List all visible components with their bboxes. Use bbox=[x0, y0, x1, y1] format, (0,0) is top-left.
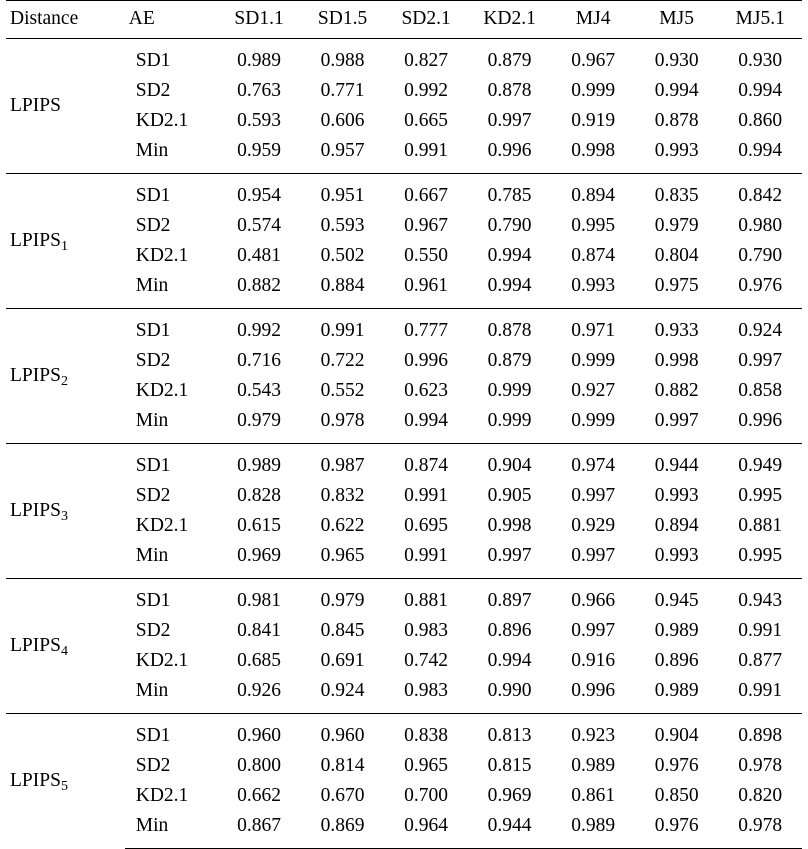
data-cell: 0.785 bbox=[468, 173, 552, 211]
data-cell: 0.879 bbox=[487, 349, 532, 371]
row-group-label-subscript: 2 bbox=[60, 372, 68, 389]
data-cell: 0.991 bbox=[404, 484, 449, 506]
data-cell: 0.835 bbox=[635, 173, 719, 211]
data-cell: 0.593 bbox=[237, 109, 281, 131]
data-cell: 0.994 bbox=[654, 79, 699, 101]
data-cell: 0.502 bbox=[320, 244, 365, 266]
row-group-label-text: LPIPS bbox=[10, 499, 61, 521]
data-cell: 0.967 bbox=[551, 38, 635, 76]
data-cell: 0.926 bbox=[237, 679, 281, 701]
table-row bbox=[6, 443, 802, 481]
results-table bbox=[6, 0, 802, 849]
data-cell: 0.700 bbox=[404, 784, 449, 806]
data-cell: 0.944 bbox=[468, 811, 552, 849]
data-cell: 0.874 bbox=[571, 244, 616, 266]
table-row bbox=[6, 578, 802, 616]
row-group-label-text: LPIPS bbox=[10, 94, 61, 116]
data-cell: 0.960 bbox=[217, 713, 301, 751]
data-cell: 0.966 bbox=[551, 578, 635, 616]
data-cell: 0.944 bbox=[635, 443, 719, 481]
data-cell: 0.989 bbox=[551, 811, 635, 849]
data-cell: 0.993 bbox=[654, 139, 699, 161]
table-row bbox=[6, 106, 802, 136]
data-cell: 0.804 bbox=[654, 244, 699, 266]
data-cell: 0.790 bbox=[738, 244, 783, 266]
table-row bbox=[6, 511, 802, 541]
data-cell: 0.828 bbox=[237, 484, 281, 506]
column-header-sd1-1: SD1.1 bbox=[217, 1, 301, 39]
data-cell: 0.989 bbox=[217, 443, 301, 481]
row-group-label-text: LPIPS bbox=[10, 770, 61, 791]
data-cell: 0.989 bbox=[654, 679, 699, 701]
data-cell: 0.878 bbox=[487, 79, 532, 101]
data-cell: 0.905 bbox=[487, 484, 532, 506]
table-row bbox=[6, 781, 802, 811]
data-cell: 0.667 bbox=[384, 173, 468, 211]
data-cell: 0.998 bbox=[654, 349, 699, 371]
data-cell: 0.995 bbox=[571, 214, 616, 236]
data-cell: 0.992 bbox=[404, 79, 449, 101]
data-cell: 0.861 bbox=[571, 784, 616, 806]
data-cell: 0.814 bbox=[320, 754, 365, 776]
data-cell: 0.881 bbox=[738, 514, 783, 536]
data-cell: 0.662 bbox=[237, 784, 281, 806]
data-cell: 0.995 bbox=[738, 484, 783, 506]
row-label-ae: SD2 bbox=[135, 754, 171, 776]
data-cell: 0.685 bbox=[237, 649, 281, 671]
data-cell: 0.965 bbox=[404, 754, 449, 776]
data-cell: 0.924 bbox=[718, 308, 802, 346]
data-cell: 0.976 bbox=[738, 274, 783, 296]
data-cell: 0.841 bbox=[237, 619, 281, 641]
row-label-ae: Min bbox=[135, 679, 169, 701]
data-cell: 0.813 bbox=[468, 713, 552, 751]
row-group-label-text: LPIPS bbox=[10, 634, 61, 656]
data-cell: 0.606 bbox=[320, 109, 365, 131]
data-cell: 0.981 bbox=[217, 578, 301, 616]
table-row bbox=[6, 38, 802, 76]
data-cell: 0.996 bbox=[487, 139, 532, 161]
column-header-sd1-5: SD1.5 bbox=[301, 1, 385, 39]
table-header-row bbox=[6, 1, 802, 39]
data-cell: 0.550 bbox=[404, 244, 449, 266]
data-cell: 0.959 bbox=[237, 139, 281, 161]
data-cell: 0.978 bbox=[320, 409, 365, 431]
data-cell: 0.991 bbox=[738, 679, 783, 701]
row-group-label-subscript: 5 bbox=[60, 778, 68, 795]
data-cell: 0.896 bbox=[487, 619, 532, 641]
data-cell: 0.976 bbox=[635, 811, 719, 849]
data-cell: 0.997 bbox=[571, 619, 616, 641]
row-label-ae: SD1 bbox=[125, 308, 218, 346]
row-group-label-text: LPIPS bbox=[10, 229, 61, 251]
row-label-ae: SD1 bbox=[125, 443, 218, 481]
data-cell: 0.919 bbox=[571, 109, 616, 131]
data-cell: 0.999 bbox=[571, 79, 616, 101]
table-row bbox=[6, 713, 802, 751]
data-cell: 0.670 bbox=[320, 784, 365, 806]
data-cell: 0.896 bbox=[654, 649, 699, 671]
data-cell: 0.897 bbox=[468, 578, 552, 616]
row-label-ae: KD2.1 bbox=[135, 109, 189, 131]
data-cell: 0.874 bbox=[384, 443, 468, 481]
column-header-distance: Distance bbox=[6, 1, 125, 39]
data-cell: 0.967 bbox=[404, 214, 449, 236]
table-row bbox=[6, 811, 802, 849]
data-cell: 0.691 bbox=[320, 649, 365, 671]
data-cell: 0.574 bbox=[237, 214, 281, 236]
row-label-ae: KD2.1 bbox=[135, 784, 189, 806]
data-cell: 0.992 bbox=[217, 308, 301, 346]
data-cell: 0.481 bbox=[237, 244, 281, 266]
data-cell: 0.898 bbox=[718, 713, 802, 751]
data-cell: 0.552 bbox=[320, 379, 365, 401]
data-cell: 0.996 bbox=[404, 349, 449, 371]
data-cell: 0.989 bbox=[217, 38, 301, 76]
data-cell: 0.994 bbox=[738, 139, 783, 161]
table-row bbox=[6, 616, 802, 646]
row-label-ae: Min bbox=[135, 139, 169, 161]
row-label-ae: SD2 bbox=[135, 79, 171, 101]
data-cell: 0.993 bbox=[654, 484, 699, 506]
table-row bbox=[6, 406, 802, 444]
row-label-ae: KD2.1 bbox=[135, 379, 189, 401]
data-cell: 0.993 bbox=[654, 544, 699, 566]
row-label-ae: Min bbox=[135, 274, 169, 296]
data-cell: 0.881 bbox=[384, 578, 468, 616]
data-cell: 0.979 bbox=[301, 578, 385, 616]
data-cell: 0.878 bbox=[468, 308, 552, 346]
data-cell: 0.827 bbox=[384, 38, 468, 76]
data-cell: 0.882 bbox=[654, 379, 699, 401]
data-cell: 0.763 bbox=[237, 79, 281, 101]
data-cell: 0.949 bbox=[718, 443, 802, 481]
row-group-label bbox=[6, 443, 125, 578]
data-cell: 0.989 bbox=[571, 754, 616, 776]
data-cell: 0.978 bbox=[718, 811, 802, 849]
data-cell: 0.894 bbox=[654, 514, 699, 536]
row-label-ae: SD2 bbox=[135, 484, 171, 506]
row-label-ae: SD2 bbox=[135, 214, 171, 236]
data-cell: 0.930 bbox=[718, 38, 802, 76]
data-cell: 0.933 bbox=[635, 308, 719, 346]
data-cell: 0.882 bbox=[237, 274, 281, 296]
data-cell: 0.994 bbox=[738, 79, 783, 101]
table-row bbox=[6, 211, 802, 241]
column-header-kd2-1: KD2.1 bbox=[468, 1, 552, 39]
data-cell: 0.543 bbox=[237, 379, 281, 401]
data-cell: 0.969 bbox=[487, 784, 532, 806]
data-cell: 0.961 bbox=[404, 274, 449, 296]
data-cell: 0.997 bbox=[654, 409, 699, 431]
data-cell: 0.979 bbox=[237, 409, 281, 431]
data-cell: 0.884 bbox=[320, 274, 365, 296]
data-cell: 0.969 bbox=[237, 544, 281, 566]
table-row bbox=[6, 308, 802, 346]
data-cell: 0.987 bbox=[301, 443, 385, 481]
table-row bbox=[6, 241, 802, 271]
row-label-ae: SD1 bbox=[125, 38, 218, 76]
column-header-mj5: MJ5 bbox=[635, 1, 719, 39]
data-cell: 0.916 bbox=[571, 649, 616, 671]
data-cell: 0.997 bbox=[571, 544, 616, 566]
data-cell: 0.971 bbox=[551, 308, 635, 346]
data-cell: 0.695 bbox=[404, 514, 449, 536]
data-cell: 0.999 bbox=[571, 349, 616, 371]
data-cell: 0.974 bbox=[551, 443, 635, 481]
data-cell: 0.999 bbox=[487, 379, 532, 401]
row-group-label bbox=[6, 308, 125, 443]
data-cell: 0.867 bbox=[217, 811, 301, 849]
data-cell: 0.869 bbox=[301, 811, 385, 849]
data-cell: 0.991 bbox=[404, 544, 449, 566]
data-cell: 0.904 bbox=[468, 443, 552, 481]
data-cell: 0.593 bbox=[320, 214, 365, 236]
data-cell: 0.716 bbox=[237, 349, 281, 371]
data-cell: 0.998 bbox=[487, 514, 532, 536]
row-label-ae: KD2.1 bbox=[135, 649, 189, 671]
data-cell: 0.976 bbox=[654, 754, 699, 776]
row-label-ae: Min bbox=[125, 811, 218, 849]
data-cell: 0.991 bbox=[301, 308, 385, 346]
data-cell: 0.960 bbox=[301, 713, 385, 751]
data-cell: 0.980 bbox=[738, 214, 783, 236]
data-cell: 0.988 bbox=[301, 38, 385, 76]
data-cell: 0.951 bbox=[301, 173, 385, 211]
table-row bbox=[6, 376, 802, 406]
data-cell: 0.894 bbox=[551, 173, 635, 211]
data-cell: 0.975 bbox=[654, 274, 699, 296]
row-group-label bbox=[6, 38, 125, 173]
results-table-body bbox=[6, 1, 802, 849]
data-cell: 0.993 bbox=[571, 274, 616, 296]
data-cell: 0.983 bbox=[404, 679, 449, 701]
row-group-label-subscript: 1 bbox=[60, 237, 68, 254]
table-row bbox=[6, 271, 802, 309]
data-cell: 0.623 bbox=[404, 379, 449, 401]
table-row bbox=[6, 136, 802, 174]
row-group-label bbox=[6, 173, 125, 308]
column-header-mj4: MJ4 bbox=[551, 1, 635, 39]
data-cell: 0.994 bbox=[487, 244, 532, 266]
row-group-label bbox=[6, 713, 125, 848]
data-cell: 0.820 bbox=[738, 784, 783, 806]
data-cell: 0.929 bbox=[571, 514, 616, 536]
column-header-ae: AE bbox=[125, 1, 218, 39]
row-label-ae: Min bbox=[135, 544, 169, 566]
row-label-ae: SD1 bbox=[125, 578, 218, 616]
data-cell: 0.904 bbox=[635, 713, 719, 751]
data-cell: 0.878 bbox=[654, 109, 699, 131]
row-label-ae: KD2.1 bbox=[135, 244, 189, 266]
data-cell: 0.997 bbox=[571, 484, 616, 506]
data-cell: 0.994 bbox=[487, 274, 532, 296]
data-cell: 0.860 bbox=[738, 109, 783, 131]
data-cell: 0.945 bbox=[635, 578, 719, 616]
row-label-ae: SD1 bbox=[125, 173, 218, 211]
data-cell: 0.990 bbox=[487, 679, 532, 701]
data-cell: 0.999 bbox=[571, 409, 616, 431]
column-header-sd2-1: SD2.1 bbox=[384, 1, 468, 39]
table-row bbox=[6, 76, 802, 106]
data-cell: 0.879 bbox=[468, 38, 552, 76]
data-cell: 0.771 bbox=[320, 79, 365, 101]
row-label-ae: KD2.1 bbox=[135, 514, 189, 536]
data-cell: 0.954 bbox=[217, 173, 301, 211]
data-cell: 0.991 bbox=[404, 139, 449, 161]
data-cell: 0.997 bbox=[487, 544, 532, 566]
data-cell: 0.964 bbox=[384, 811, 468, 849]
data-cell: 0.996 bbox=[738, 409, 783, 431]
data-cell: 0.877 bbox=[738, 649, 783, 671]
data-cell: 0.777 bbox=[384, 308, 468, 346]
data-cell: 0.838 bbox=[384, 713, 468, 751]
data-cell: 0.994 bbox=[487, 649, 532, 671]
data-cell: 0.924 bbox=[320, 679, 365, 701]
table-row bbox=[6, 646, 802, 676]
data-cell: 0.996 bbox=[571, 679, 616, 701]
data-cell: 0.997 bbox=[487, 109, 532, 131]
column-header-mj5-1: MJ5.1 bbox=[718, 1, 802, 39]
data-cell: 0.989 bbox=[654, 619, 699, 641]
row-label-ae: SD1 bbox=[125, 713, 218, 751]
data-cell: 0.991 bbox=[738, 619, 783, 641]
data-cell: 0.979 bbox=[654, 214, 699, 236]
data-cell: 0.965 bbox=[320, 544, 365, 566]
data-cell: 0.983 bbox=[404, 619, 449, 641]
data-cell: 0.722 bbox=[320, 349, 365, 371]
data-cell: 0.927 bbox=[571, 379, 616, 401]
data-cell: 0.845 bbox=[320, 619, 365, 641]
data-cell: 0.815 bbox=[487, 754, 532, 776]
row-group-label-subscript: 3 bbox=[60, 507, 68, 524]
data-cell: 0.995 bbox=[738, 544, 783, 566]
data-cell: 0.998 bbox=[571, 139, 616, 161]
data-cell: 0.978 bbox=[738, 754, 783, 776]
data-cell: 0.742 bbox=[404, 649, 449, 671]
table-row bbox=[6, 346, 802, 376]
table-row bbox=[6, 676, 802, 714]
data-cell: 0.790 bbox=[487, 214, 532, 236]
data-cell: 0.832 bbox=[320, 484, 365, 506]
row-group-label-subscript: 4 bbox=[60, 642, 68, 659]
data-cell: 0.943 bbox=[718, 578, 802, 616]
table-row bbox=[6, 481, 802, 511]
data-cell: 0.842 bbox=[718, 173, 802, 211]
data-cell: 0.665 bbox=[404, 109, 449, 131]
data-cell: 0.997 bbox=[738, 349, 783, 371]
data-cell: 0.615 bbox=[237, 514, 281, 536]
data-cell: 0.923 bbox=[551, 713, 635, 751]
data-cell: 0.957 bbox=[320, 139, 365, 161]
row-label-ae: SD2 bbox=[135, 619, 171, 641]
row-group-label bbox=[6, 578, 125, 713]
table-row bbox=[6, 541, 802, 579]
data-cell: 0.999 bbox=[487, 409, 532, 431]
data-cell: 0.800 bbox=[237, 754, 281, 776]
data-cell: 0.858 bbox=[738, 379, 783, 401]
table-row bbox=[6, 173, 802, 211]
data-cell: 0.930 bbox=[635, 38, 719, 76]
data-cell: 0.622 bbox=[320, 514, 365, 536]
data-cell: 0.850 bbox=[654, 784, 699, 806]
row-group-label-text: LPIPS bbox=[10, 364, 61, 386]
row-label-ae: Min bbox=[135, 409, 169, 431]
row-label-ae: SD2 bbox=[135, 349, 171, 371]
table-row bbox=[6, 751, 802, 781]
data-cell: 0.994 bbox=[404, 409, 449, 431]
